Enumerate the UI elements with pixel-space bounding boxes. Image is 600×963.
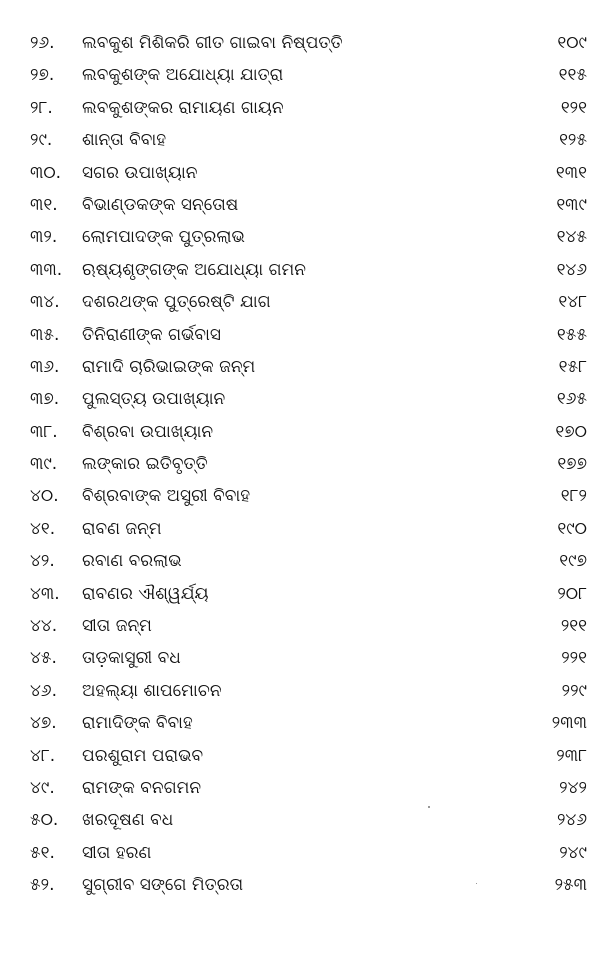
toc-entry — [0, 707, 600, 739]
toc-entry-number: ୩୫. — [30, 324, 60, 345]
toc-entry-number: ୪୧. — [30, 518, 56, 539]
toc-entry-page: ୨୪୨ — [559, 777, 587, 798]
toc-entry-title: ରାମାଦି ଚାରିଭାଇଙ୍କ ଜନ୍ମ — [82, 356, 256, 377]
toc-entry — [0, 480, 600, 512]
toc-entry — [0, 59, 600, 91]
toc-entry-number: ୪୯. — [30, 777, 55, 798]
toc-entry-title: ରାବଣ ଜନ୍ମ — [82, 518, 162, 539]
toc-entry-page: ୨୪୯ — [559, 842, 587, 863]
toc-entry-number: ୪୬. — [30, 680, 57, 701]
toc-entry-title: ବିଭାଣ୍ଡକଙ୍କ ସନ୍ତୋଷ — [82, 194, 239, 215]
toc-entry-number: ୫୨. — [30, 875, 55, 896]
toc-entry-title: ତିନିରାଣୀଙ୍କ ଗର୍ଭବାସ — [82, 324, 221, 345]
toc-entry-title: ରାମାଦିଙ୍କ ବିବାହ — [82, 713, 193, 734]
toc-entry-title: ଲବକୁଶ ମିଶିକରି ଗୀତ ଗାଇବା ନିଷ୍ପତ୍ତି — [82, 33, 343, 53]
toc-entry-page: ୧୭୦ — [555, 421, 587, 442]
toc-entry-number: ୩୯. — [30, 454, 58, 475]
toc-entry-page: ୧୨୫ — [559, 130, 587, 151]
toc-entry-page: ୨୧୧ — [560, 616, 587, 637]
toc-entry-title: ଲବକୁଶଙ୍କ ଅଯୋଧ୍ୟା ଯାତ୍ରା — [82, 65, 284, 86]
toc-entry — [0, 351, 600, 383]
toc-entry-title: ପରଶୁରାମ ପରାଭବ — [82, 745, 204, 766]
toc-entry-page: ୨୨୯ — [561, 680, 587, 701]
toc-entry-page: ୧୮୨ — [560, 486, 587, 507]
toc-entry-title: ରାମଙ୍କ ବନଗମନ — [82, 777, 202, 798]
toc-entry-page: ୧୯୭ — [559, 551, 587, 572]
table-of-contents — [0, 27, 600, 902]
print-speck — [476, 883, 477, 884]
toc-entry-number: ୨୯. — [30, 130, 53, 151]
toc-entry — [0, 642, 600, 674]
toc-entry — [0, 157, 600, 189]
toc-entry-number: ୪୫. — [30, 648, 57, 669]
toc-entry-title: ରବାଣ ବରଲାଭ — [82, 551, 182, 572]
toc-entry — [0, 383, 600, 415]
toc-entry-page: ୧୭୭ — [557, 454, 587, 475]
toc-entry — [0, 189, 600, 221]
toc-entry — [0, 869, 600, 901]
toc-entry — [0, 804, 600, 836]
toc-entry-page: ୧୦୯ — [557, 33, 587, 53]
toc-entry-page: ୨୦୮ — [557, 583, 587, 604]
toc-entry-page: ୧୪୬ — [556, 259, 587, 280]
toc-entry — [0, 837, 600, 869]
toc-entry-title: ଲୋମପାଦଙ୍କ ପୁତ୍ରଲାଭ — [82, 227, 245, 248]
toc-entry-number: ୪୩. — [30, 583, 60, 604]
toc-entry-page: ୧୯୦ — [557, 518, 587, 539]
toc-entry-page: ୧୪୮ — [558, 292, 587, 313]
toc-entry-number: ୪୦. — [30, 486, 59, 507]
toc-entry-number: ୨୮. — [30, 97, 53, 118]
toc-entry-title: ଲଙ୍କାର ଇତିବୃତ୍ତି — [82, 454, 208, 475]
toc-entry-page: ୧୫୫ — [556, 324, 587, 345]
toc-entry — [0, 675, 600, 707]
toc-entry-number: ୩୨. — [30, 227, 58, 248]
toc-entry — [0, 513, 600, 545]
toc-entry-page: ୧୪୫ — [556, 227, 587, 248]
toc-entry-page: ୧୬୫ — [556, 389, 587, 410]
toc-entry-number: ୩୧. — [30, 194, 58, 215]
toc-entry-number: ୩୩. — [30, 259, 63, 280]
toc-entry-page: ୨୫୩ — [554, 875, 587, 896]
toc-entry-title: ସୀତା ହରଣ — [82, 842, 152, 863]
toc-entry-page: ୧୩୧ — [555, 162, 587, 183]
toc-entry — [0, 92, 600, 124]
print-speck — [428, 806, 430, 808]
toc-entry-title: ବିଶ୍ରବାଙ୍କ ଅସୁରୀ ବିବାହ — [82, 486, 251, 507]
toc-entry-title: ସୀତା ଜନ୍ମ — [82, 616, 152, 637]
toc-entry — [0, 416, 600, 448]
toc-entry — [0, 221, 600, 253]
toc-entry-page: ୧୫୮ — [558, 356, 587, 377]
toc-entry-title: ଲବକୁଶଙ୍କର ରାମାୟଣ ଗାୟନ — [82, 97, 284, 118]
toc-entry-title: ପୁଲସ୍ତ୍ୟ ଉପାଖ୍ୟାନ — [82, 389, 226, 410]
toc-entry — [0, 448, 600, 480]
toc-entry — [0, 254, 600, 286]
toc-entry — [0, 772, 600, 804]
toc-entry-number: ୪୨. — [30, 551, 55, 572]
toc-entry-page: ୨୨୧ — [561, 648, 587, 669]
toc-entry-number: ୩୮. — [30, 421, 58, 442]
toc-entry-page: ୨୪୬ — [556, 810, 587, 831]
toc-entry-title: ସୁଗ୍ରୀବ ସଙ୍ଗେ ମିତ୍ରତା — [82, 875, 244, 896]
toc-entry-title: ଅହଲ୍ୟା ଶାପମୋଚନ — [82, 680, 222, 701]
toc-entry-page: ୨୩୮ — [556, 745, 587, 766]
toc-entry — [0, 610, 600, 642]
toc-entry-title: ଖରଦୂଷଣ ବଧ — [82, 810, 174, 831]
toc-entry-page: ୧୨୧ — [560, 97, 587, 118]
toc-entry — [0, 578, 600, 610]
toc-entry-number: ୩୪. — [30, 292, 60, 313]
toc-entry-page: ୧୩୯ — [556, 194, 587, 215]
toc-entry-title: ସଗର ଉପାଖ୍ୟାନ — [82, 162, 198, 183]
toc-entry — [0, 740, 600, 772]
toc-entry-title: ଶାନ୍ତା ବିବାହ — [82, 130, 167, 151]
toc-entry-number: ୩୦. — [30, 162, 62, 183]
toc-entry — [0, 545, 600, 577]
toc-entry-number: ୪୮. — [30, 745, 56, 766]
toc-entry-page: ୧୧୫ — [558, 65, 587, 86]
toc-entry — [0, 319, 600, 351]
toc-entry-number: ୨୭. — [30, 65, 55, 86]
toc-entry-title: ଋଷ୍ୟଶୃଙ୍ଗଙ୍କ ଅଯୋଧ୍ୟା ଗମନ — [82, 259, 306, 280]
toc-entry-number: ୨୬. — [30, 33, 55, 53]
toc-entry-number: ୩୬. — [30, 356, 60, 377]
toc-entry — [0, 124, 600, 156]
toc-entry-title: ବିଶ୍ରବା ଉପାଖ୍ୟାନ — [82, 421, 214, 442]
toc-entry — [0, 27, 600, 59]
toc-entry-title: ରାବଣର ଐଶ୍ୱର୍ଯ୍ୟ — [82, 583, 209, 604]
toc-entry — [0, 286, 600, 318]
toc-entry-number: ୩୭. — [30, 389, 60, 410]
toc-entry-number: ୫୦. — [30, 810, 59, 831]
toc-entry-number: ୪୭. — [30, 713, 57, 734]
toc-entry-title: ଦଶରଥଙ୍କ ପୁତ୍ରେଷ୍ଟି ଯାଗ — [82, 292, 271, 313]
toc-entry-number: ୪୪. — [30, 616, 58, 637]
toc-entry-number: ୫୧. — [30, 842, 55, 863]
toc-entry-title: ତାଡ଼କାସୁରୀ ବଧ — [82, 648, 181, 669]
toc-entry-page: ୨୩୩ — [551, 713, 587, 734]
